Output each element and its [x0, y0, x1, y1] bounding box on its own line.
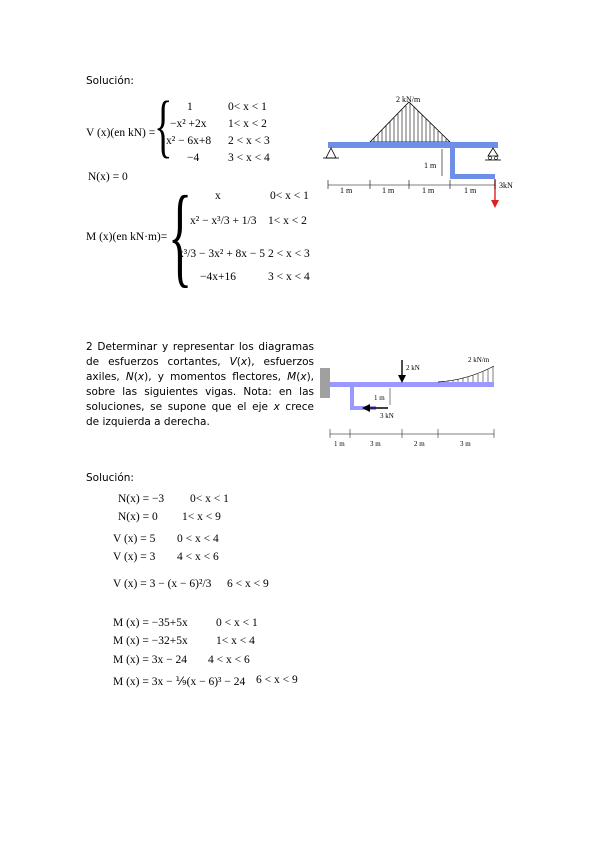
v-eq-lhs: V (x) = 3 − (x − 6)²/3 [113, 578, 212, 590]
bracket-horizontal [450, 174, 495, 179]
height-label: 1 m [374, 394, 385, 402]
dim-label: 2 m [414, 440, 425, 448]
v-eq-range: 6 < x < 9 [227, 578, 269, 590]
m-case-expr: x [215, 190, 221, 202]
v-case-expr: −x² +2x [170, 118, 207, 130]
height-label: 1 m [424, 161, 437, 170]
n-equation: N(x) = 0 [88, 171, 128, 183]
n-eq-range: 0< x < 1 [190, 493, 229, 505]
dim-label: 1 m [334, 440, 345, 448]
bracket-vertical [450, 148, 455, 176]
pin-support [326, 148, 336, 158]
bracket-vertical [350, 387, 354, 409]
m-case-range: 1< x < 2 [268, 215, 307, 227]
m-eq-range: 0 < x < 1 [216, 617, 258, 629]
distributed-load [438, 366, 494, 382]
m-case-expr: x² − x³/3 + 1/3 [190, 215, 257, 227]
dim-label: 1 m [464, 186, 477, 195]
beam [328, 142, 498, 148]
n-eq-range: 1< x < 9 [182, 511, 221, 523]
beam [330, 382, 494, 387]
m-eq-range: 4 < x < 6 [208, 654, 250, 666]
horizontal-force-label: 3 kN [380, 412, 394, 420]
v-case-expr: −4 [187, 152, 200, 164]
m-case-range: 3 < x < 4 [268, 271, 310, 283]
v-brace: { [154, 88, 173, 165]
load-label: 2 kN/m [396, 95, 421, 104]
dim-label: 1 m [382, 186, 395, 195]
v-case-range: 3 < x < 4 [228, 152, 270, 164]
v-case-range: 2 < x < 3 [228, 135, 270, 147]
n-eq-lhs: N(x) = −3 [118, 493, 165, 505]
beam-diagram-2 [318, 350, 498, 456]
v-case-range: 1< x < 2 [228, 118, 267, 130]
dim-label: 1 m [422, 186, 435, 195]
fixed-wall [320, 368, 330, 398]
v-equation-lhs: V (x)(en kN) = [86, 127, 156, 139]
m-case-range: 2 < x < 3 [268, 248, 310, 260]
dist-load-label: 2 kN/m [468, 356, 490, 364]
problem-2-statement: 2 Determinar y representar los diagramas de esfuerzos cortantes, V(x), esfuerzos axiles, N(x), y momentos flectores, M(x), sobre las siguientes vigas. Nota: en las soluciones, se supone que el eje x crece de izquierda a derecha. [86, 341, 314, 428]
solution-label-2: Solución: [86, 472, 134, 484]
dim-label: 3 m [460, 440, 471, 448]
v-eq-lhs: V (x) = 3 [113, 551, 156, 563]
m-eq-range: 6 < x < 9 [256, 674, 298, 686]
m-eq-lhs: M (x) = 3x − ⅑(x − 6)³ − 24 [113, 676, 246, 688]
v-case-expr: 1 [187, 101, 193, 113]
m-equation-lhs: M (x)(en kN·m)= [86, 231, 168, 243]
m-eq-lhs: M (x) = 3x − 24 [113, 654, 187, 666]
dim-label: 3 m [370, 440, 381, 448]
m-eq-range: 1< x < 4 [216, 635, 255, 647]
m-case-expr: −4x+16 [200, 271, 236, 283]
roller-support [488, 148, 498, 156]
v-eq-range: 0 < x < 4 [177, 533, 219, 545]
m-case-range: 0< x < 1 [270, 190, 309, 202]
m-case-expr: x³/3 − 3x² + 8x − 5 [178, 248, 266, 260]
v-case-expr: x² − 6x+8 [166, 135, 212, 147]
solution-label-1: Solución: [86, 75, 134, 87]
n-eq-lhs: N(x) = 0 [118, 511, 158, 523]
v-eq-lhs: V (x) = 5 [113, 533, 156, 545]
v-case-range: 0< x < 1 [228, 101, 267, 113]
dim-label: 1 m [340, 186, 353, 195]
load-hatch [374, 103, 446, 142]
force-label: 3kN [499, 181, 513, 190]
v-eq-range: 4 < x < 6 [177, 551, 219, 563]
m-eq-lhs: M (x) = −35+5x [113, 617, 188, 629]
point-load-label: 2 kN [406, 364, 420, 372]
beam-diagram-1 [318, 92, 513, 212]
m-brace: { [168, 174, 193, 298]
m-eq-lhs: M (x) = −32+5x [113, 635, 188, 647]
